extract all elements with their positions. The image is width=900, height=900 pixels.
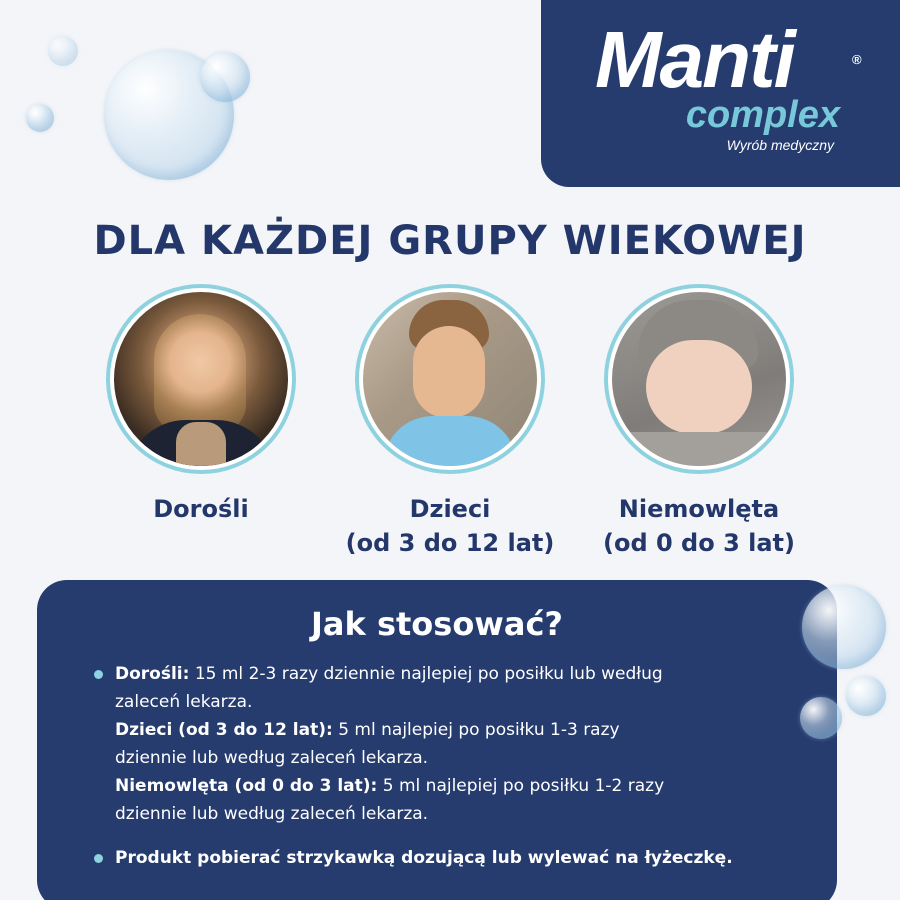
bubble-small	[200, 52, 250, 102]
boy-face-shape	[413, 326, 485, 418]
dosage-text: 5 ml najlepiej po posiłku 1-3 razy	[332, 720, 620, 740]
adult-photo	[106, 284, 296, 474]
usage-title: Jak stosować?	[311, 605, 563, 643]
infant-portrait-image	[612, 292, 786, 466]
bubble-tiny	[48, 36, 78, 66]
group-label	[335, 492, 565, 560]
brand-name: Manti	[595, 15, 794, 104]
baby-face-shape	[646, 340, 752, 434]
usage-instructions-card	[37, 580, 837, 900]
dosage-label: Dorośli:	[115, 664, 190, 684]
group-label	[584, 492, 814, 560]
usage-list	[97, 660, 797, 872]
infant-photo	[604, 284, 794, 474]
dosage-line	[115, 660, 797, 688]
group-label-line: Dorośli	[153, 495, 249, 523]
woman-top-shape	[176, 422, 226, 466]
brand-subname: complex	[685, 94, 840, 136]
child-photo	[355, 284, 545, 474]
dosage-line	[115, 716, 797, 744]
dosage-line: dziennie lub według zaleceń lekarza.	[115, 748, 429, 768]
dosage-text: 15 ml 2-3 razy dziennie najlepiej po posiłku lub według	[189, 664, 663, 684]
brand-tagline: Wyrób medyczny	[726, 137, 834, 153]
dosage-line	[115, 772, 797, 800]
bubble-large	[802, 585, 886, 669]
group-children	[335, 284, 565, 560]
child-portrait-image	[363, 292, 537, 466]
group-label-line: Dzieci	[409, 495, 491, 523]
group-infants	[584, 284, 814, 560]
woman-hair-shape	[154, 314, 246, 434]
adult-portrait-image	[114, 292, 288, 466]
boy-shirt-shape	[383, 416, 517, 466]
dosage-line: zaleceń lekarza.	[115, 692, 253, 712]
bubble-tiny	[26, 104, 54, 132]
group-label-line: (od 3 do 12 lat)	[345, 529, 555, 557]
registered-mark: ®	[852, 52, 862, 67]
page-title: DLA KAŻDEJ GRUPY WIEKOWEJ	[93, 218, 807, 264]
group-adults	[86, 284, 316, 526]
group-label	[86, 492, 316, 526]
dosage-label: Niemowlęta (od 0 do 3 lat):	[115, 776, 378, 796]
dosage-label: Dzieci (od 3 do 12 lat):	[115, 720, 333, 740]
baby-blanket-shape	[612, 432, 786, 466]
usage-item-note: Produkt pobierać strzykawką dozującą lub wylewać na łyżeczkę.	[97, 844, 797, 872]
bubble-small	[800, 697, 842, 739]
usage-item-dosage	[97, 660, 797, 828]
bubble-small	[846, 676, 886, 716]
group-label-line: (od 0 do 3 lat)	[603, 529, 795, 557]
dosage-text: 5 ml najlepiej po posiłku 1-2 razy	[377, 776, 665, 796]
dosage-line: dziennie lub według zaleceń lekarza.	[115, 804, 429, 824]
group-label-line: Niemowlęta	[618, 495, 780, 523]
brand-logo	[541, 0, 900, 187]
